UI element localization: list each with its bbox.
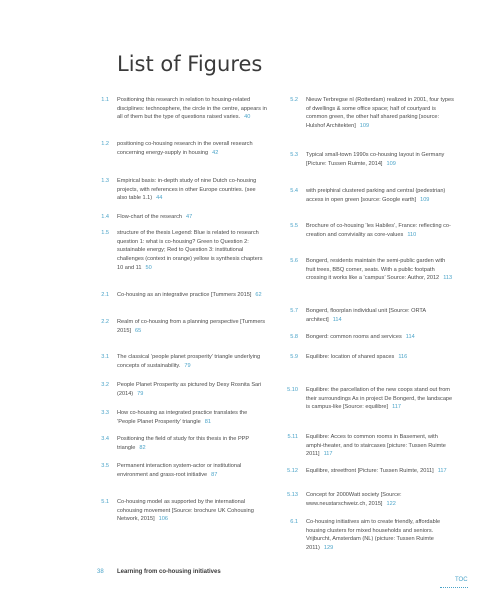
figure-number: 1.2 (101, 141, 109, 147)
figure-page-number[interactable]: 42 (212, 149, 219, 156)
figure-page-number[interactable]: 114 (405, 334, 415, 340)
figure-caption-text: with preiphiral clustered parking and central (pedestrian) access in open green [source: Google earth] (306, 188, 446, 203)
figure-number: 5.8 (290, 334, 298, 340)
figure-caption-text: Bongerd, floorplan individual unit [Source: ORTA architect] (306, 308, 426, 323)
figure-caption (117, 409, 267, 426)
figure-page-number[interactable]: 116 (398, 354, 408, 360)
figure-page-number[interactable]: 81 (204, 418, 211, 425)
toc-link[interactable]: TOC (455, 577, 468, 583)
figure-page-number[interactable]: 44 (156, 195, 163, 202)
figure-number: 3.1 (101, 354, 109, 360)
figure-page-number[interactable]: 113 (443, 275, 453, 282)
figure-page-number[interactable]: 109 (386, 160, 396, 167)
figure-caption (306, 333, 454, 342)
figure-number: 1.5 (101, 230, 109, 236)
figure-number: 5.1 (101, 499, 109, 505)
figure-page-number[interactable]: 87 (211, 471, 218, 478)
figure-caption-text: Equilibre: the parcellation of the new coops stand out from their surroundings As in project De Bongerd, the landscape is campus-like [Source: equilibre] (306, 387, 453, 411)
figure-page-number[interactable]: 82 (139, 444, 146, 451)
figure-number: 2.1 (101, 292, 109, 298)
figure-caption-text: Bongerd: common rooms and services (306, 334, 402, 340)
figure-caption (306, 386, 454, 412)
figure-caption-text: People Planet Prosperity as pictured by Desy Rosnita Sari (2014) (117, 382, 262, 397)
figure-page-number[interactable]: 117 (437, 468, 447, 474)
figure-page-number[interactable]: 117 (392, 404, 401, 411)
figure-page-number[interactable]: 109 (359, 123, 370, 130)
figure-page-number[interactable]: 117 (323, 451, 333, 458)
figure-number: 5.2 (290, 97, 298, 103)
figure-caption (117, 177, 267, 203)
figure-caption-text: Positioning this research in relation to housing-related disciplines: technosphere, the circle in the centre, appears in all of them but the type of questions raised varies. (117, 97, 267, 121)
figure-caption (306, 222, 454, 239)
figure-caption (306, 353, 454, 362)
figure-number: 2.2 (101, 319, 109, 325)
figure-caption-text: Permanent interaction system-actor or institutional environment and grass-root initiative (117, 463, 242, 478)
figure-page-number[interactable]: 110 (407, 231, 417, 238)
figure-number: 5.5 (290, 223, 298, 229)
figure-caption (306, 518, 454, 553)
figure-caption-text: Equilibre: Acces to common rooms in Basement, with amphi-theater, and to staircases [picture: Tussen Ruimte 2011] (306, 434, 446, 458)
figure-number: 3.2 (101, 382, 109, 388)
figure-caption (306, 257, 454, 283)
figure-page-number[interactable]: 106 (158, 516, 168, 523)
figure-caption (117, 381, 267, 398)
toc-underline (440, 587, 468, 588)
footer-book-title: Learning from co-housing initiatives (117, 569, 221, 575)
figure-caption (306, 467, 454, 476)
figure-caption-text: Flow-chart of the research (117, 214, 182, 220)
footer-page-number: 38 (97, 569, 104, 575)
page-title: List of Figures (117, 52, 263, 76)
figure-caption (117, 96, 267, 122)
figure-caption (117, 498, 267, 524)
figure-page-number[interactable]: 79 (184, 362, 191, 369)
figure-page-number[interactable]: 47 (185, 214, 193, 220)
figure-number: 5.10 (287, 387, 298, 393)
figure-caption-text: Brochure of co-housing ‘les Habiles’, France: reflecting co-creation and conviviality as core-values (306, 223, 451, 238)
figure-number: 5.6 (290, 258, 298, 264)
figure-number: 5.4 (290, 188, 298, 194)
figure-caption-text: Co-housing model as supported by the international cohousing movement [Source: brochure UK Cohousing Network, 2015] (117, 499, 254, 523)
figure-caption-text: How co-housing as integrated practice translates the ‘People Planet Prosperity’ triangle (117, 410, 248, 425)
figure-number: 1.3 (101, 178, 109, 184)
figure-caption (117, 318, 267, 335)
figure-number: 1.1 (101, 97, 109, 103)
figure-caption (117, 213, 267, 222)
figure-number: 1.4 (101, 214, 109, 220)
figure-caption (306, 307, 454, 324)
figure-caption (117, 229, 267, 273)
figure-number: 3.4 (101, 436, 109, 442)
figure-caption (306, 96, 454, 131)
figure-caption (117, 435, 267, 452)
figure-number: 6.1 (290, 519, 298, 525)
figure-caption (306, 433, 454, 459)
figure-caption-text: Realm of co-housing from a planning perspective [Tummers 2015] (117, 319, 266, 334)
figure-caption (306, 491, 454, 508)
figure-caption-text: Equilibre: location of shared spaces (306, 354, 395, 360)
figure-page-number[interactable]: 62 (255, 292, 262, 298)
figure-caption (117, 291, 267, 300)
figure-page-number[interactable]: 114 (332, 316, 342, 323)
figure-caption (306, 151, 454, 168)
figure-caption-text: The classical ‘people planet prosperity’ triangle underlying concepts of sustainability. (117, 354, 261, 369)
figure-caption-text: Nieuw Terbregse nl (Rotterdam) realized in 2001, four types of dwellings & some office space; half of courtyard is common green, the other half shared parking [source: Hulshof Architekten] (306, 97, 454, 130)
figure-number: 3.3 (101, 410, 109, 416)
figure-number: 5.12 (287, 468, 298, 474)
figure-number: 5.3 (290, 152, 298, 158)
figure-caption-text: Concept for 2000Watt society [Source: www.neustarschweiz.ch, 2015] (306, 492, 402, 507)
figure-caption (306, 187, 454, 204)
figure-number: 5.7 (290, 308, 298, 314)
figure-page-number[interactable]: 129 (323, 545, 334, 552)
figure-caption-text: Typical small-town 1990s co-housing layout in Germany [Picture: Tussen Ruimte, 2014] (306, 152, 445, 167)
figure-caption-text: Co-housing as an integrative practice [Tummers 2015] (117, 292, 252, 298)
figure-caption (117, 462, 267, 479)
figure-number: 5.13 (287, 492, 298, 498)
figure-caption-text: structure of the thesis Legend: Blue is related to research question 1: what is co-housing? Green to Question 2: sustainable energy; Red to Question 3: institutional challenges (context in orange) yellow is synthesis chapters 10 and 11 (117, 230, 263, 271)
figure-caption-text: Co-housing initiatives aim to create friendly, affordable housing clusters for mixed households and seniors. Vrijburcht, Amsterdam (NL) (picture: Tussen Ruimte 2011) (306, 519, 441, 552)
figure-number: 3.5 (101, 463, 109, 469)
figure-caption-text: Positioning the field of study for this thesis in the PPP triangle (117, 436, 250, 451)
figure-caption-text: Bongerd, residents maintain the semi-public garden with fruit trees, BBQ corner, seats. With a public footpath crossing it works like a ‘campus’ Source: Author, 2012 (306, 258, 446, 282)
figure-caption-text: positioning co-housing research in the overall research concerning energy-supply in housing (117, 141, 253, 156)
figure-page-number[interactable]: 65 (135, 327, 142, 334)
figure-caption (117, 140, 267, 157)
figure-page-number[interactable]: 50 (145, 264, 152, 271)
figure-page-number[interactable]: 122 (386, 500, 396, 507)
figure-number: 5.9 (290, 354, 298, 360)
figure-page-number[interactable]: 79 (137, 390, 144, 397)
figure-caption-text: Equilibre, streetfront [Picture: Tussen Ruimte, 2011] (306, 468, 434, 474)
figure-page-number[interactable]: 109 (420, 196, 430, 203)
figure-caption (117, 353, 267, 370)
figure-number: 5.11 (287, 434, 298, 440)
figure-caption-text: Empirical basis: in-depth study of nine Dutch co-housing projects, with references in other Europe countries. (see also table 1.1) (117, 178, 257, 202)
figure-page-number[interactable]: 40 (244, 114, 251, 121)
